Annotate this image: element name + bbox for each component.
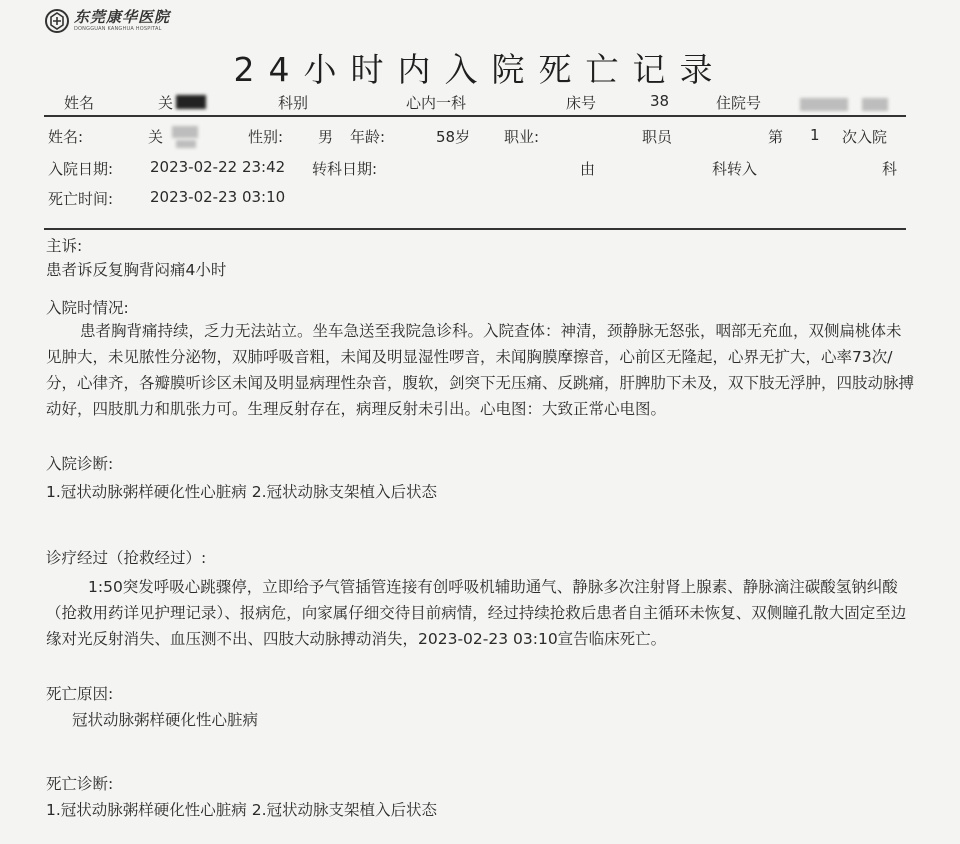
- transfer-dept: 科: [882, 160, 898, 178]
- hospital-name-en: DONGGUAN KANGHUA HOSPITAL: [74, 26, 162, 32]
- admit-count-prefix: 第: [768, 128, 784, 146]
- name-label: 姓名:: [48, 128, 84, 146]
- header-bed-value: 38: [650, 92, 670, 110]
- treatment-label: 诊疗经过（抢救经过）:: [46, 549, 207, 567]
- admit-date-value: 2023-02-22 23:42: [150, 158, 286, 176]
- hospital-logo: [44, 8, 170, 34]
- hospital-emblem-icon: [44, 8, 70, 34]
- death-time-label: 死亡时间:: [48, 190, 114, 208]
- header-dept-label: 科别: [278, 94, 309, 112]
- page-title: 24小时内入院死亡记录: [233, 50, 727, 89]
- admission-status-text: 患者胸背痛持续，乏力无法站立。坐车急送至我院急诊科。入院查体：神清，颈静脉无怒张，咽部无充血，双侧扁桃体未见肿大，未见脓性分泌物，双肺呼吸音粗，未闻及明显湿性啰音，未闻胸膜摩擦音，心前区无隆起，心界无扩大，心率73次/分，心律齐，各瓣膜听诊区未闻及明显病理性杂音，腹软，剑突下无压痛、反跳痛，肝脾肋下未及，双下肢无浮肿，四肢动脉搏动好，四肢肌力和肌张力可。生理反射存在，病理反射未引出。心电图：大致正常心电图。: [46, 322, 915, 418]
- treatment-text: 1:50突发呼吸心跳骤停，立即给予气管插管连接有创呼吸机辅助通气、静脉多次注射肾上腺素、静脉滴注碳酸氢钠纠酸（抢救用药详见护理记录）、报病危，向家属仔细交待目前病情，经过持续抢救后患者自主循环未恢复、双侧瞳孔散大固定至边缘对光反射消失、血压测不出、四肢大动脉搏动消失，2023-02-23 03:10宣告临床死亡。: [46, 578, 907, 648]
- name-value: 关: [148, 128, 164, 146]
- redacted-inpatient-number-2: [862, 98, 888, 111]
- redacted-name: [172, 126, 198, 138]
- age-value: 58岁: [436, 128, 471, 146]
- header-dept-value: 心内一科: [406, 94, 467, 112]
- complaint-text: 患者诉反复胸背闷痛4小时: [46, 261, 227, 279]
- redacted-name-mark: [176, 95, 206, 109]
- hospital-name-cn: 东莞康华医院: [74, 8, 171, 26]
- job-value: 职员: [642, 128, 673, 146]
- death-diagnosis-text: 1.冠状动脉粥样硬化性心脏病 2.冠状动脉支架植入后状态: [46, 801, 438, 819]
- header-rule: [44, 115, 906, 117]
- info-rule: [44, 228, 906, 230]
- admit-date-label: 入院日期:: [48, 160, 114, 178]
- death-diagnosis-label: 死亡诊断:: [46, 775, 114, 793]
- header-bed-label: 床号: [566, 94, 597, 112]
- admit-count: 1: [810, 126, 820, 144]
- header-inpatient-label: 住院号: [716, 94, 762, 112]
- admission-diagnosis-text: 1.冠状动脉粥样硬化性心脏病 2.冠状动脉支架植入后状态: [46, 483, 438, 501]
- transfer-to: 科转入: [712, 160, 758, 178]
- admission-diagnosis-label: 入院诊断:: [46, 455, 114, 473]
- death-time-value: 2023-02-23 03:10: [150, 188, 286, 206]
- sex-value: 男: [318, 128, 334, 146]
- header-name-label: 姓名: [64, 94, 95, 112]
- header-name-value: 关: [158, 94, 174, 112]
- redacted-name-2: [176, 140, 196, 148]
- transfer-label: 转科日期:: [312, 160, 378, 178]
- admission-status-label: 入院时情况:: [46, 299, 129, 317]
- death-cause-label: 死亡原因:: [46, 685, 114, 703]
- complaint-label: 主诉:: [46, 237, 83, 255]
- redacted-inpatient-number: [800, 98, 848, 111]
- transfer-from: 由: [580, 160, 596, 178]
- job-label: 职业:: [504, 128, 540, 146]
- sex-label: 性别:: [248, 128, 284, 146]
- death-cause-text: 冠状动脉粥样硬化性心脏病: [72, 711, 259, 729]
- age-label: 年龄:: [350, 128, 386, 146]
- admit-count-suffix: 次入院: [842, 128, 888, 146]
